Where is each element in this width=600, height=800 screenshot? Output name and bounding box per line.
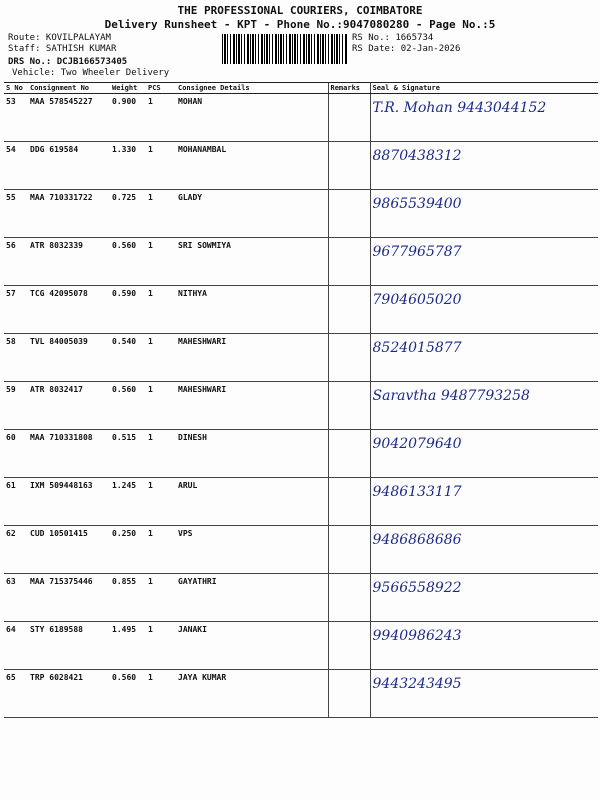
consignment-cell: TRP 6028421 bbox=[28, 670, 110, 718]
remarks-cell bbox=[328, 238, 370, 286]
pcs-cell: 1 bbox=[146, 526, 176, 574]
weight-cell: 0.560 bbox=[110, 238, 146, 286]
signature-cell: 9865539400 bbox=[370, 190, 598, 238]
table-row bbox=[4, 622, 598, 670]
pcs-cell: 1 bbox=[146, 478, 176, 526]
signature-cell: 8524015877 bbox=[370, 334, 598, 382]
table-row bbox=[4, 334, 598, 382]
vehicle-label: Vehicle: Two Wheeler Delivery bbox=[12, 68, 170, 78]
col-consignee: Consignee Details bbox=[176, 83, 328, 94]
col-remarks: Remarks bbox=[328, 83, 370, 94]
sno-cell: 60 bbox=[4, 430, 28, 478]
pcs-cell: 1 bbox=[146, 94, 176, 142]
drs-label: DRS No.: DCJB166573405 bbox=[8, 57, 128, 67]
table-row bbox=[4, 478, 598, 526]
pcs-cell: 1 bbox=[146, 142, 176, 190]
sno-cell: 65 bbox=[4, 670, 28, 718]
consignment-cell: ATR 8032339 bbox=[28, 238, 110, 286]
staff-label: Staff: SATHISH KUMAR bbox=[8, 44, 117, 54]
pcs-cell: 1 bbox=[146, 190, 176, 238]
signature-cell: 9042079640 bbox=[370, 430, 598, 478]
weight-cell: 0.560 bbox=[110, 382, 146, 430]
weight-cell: 0.725 bbox=[110, 190, 146, 238]
weight-cell: 1.495 bbox=[110, 622, 146, 670]
consignment-cell: MAA 578545227 bbox=[28, 94, 110, 142]
consignment-cell: TVL 84005039 bbox=[28, 334, 110, 382]
table-row bbox=[4, 670, 598, 718]
consignee-cell: MAHESHWARI bbox=[176, 382, 328, 430]
pcs-cell: 1 bbox=[146, 430, 176, 478]
table-row bbox=[4, 574, 598, 622]
consignee-cell: DINESH bbox=[176, 430, 328, 478]
sno-cell: 64 bbox=[4, 622, 28, 670]
remarks-cell bbox=[328, 142, 370, 190]
table-row bbox=[4, 286, 598, 334]
sno-cell: 57 bbox=[4, 286, 28, 334]
table-row bbox=[4, 526, 598, 574]
remarks-cell bbox=[328, 622, 370, 670]
col-consignment: Consignment No bbox=[28, 83, 110, 94]
signature-cell: 9677965787 bbox=[370, 238, 598, 286]
pcs-cell: 1 bbox=[146, 238, 176, 286]
signature-cell: T.R. Mohan 9443044152 bbox=[370, 94, 598, 142]
sno-cell: 63 bbox=[4, 574, 28, 622]
consignment-cell: STY 6189588 bbox=[28, 622, 110, 670]
consignee-cell: GLADY bbox=[176, 190, 328, 238]
pcs-cell: 1 bbox=[146, 286, 176, 334]
consignee-cell: SRI SOWMIYA bbox=[176, 238, 328, 286]
col-signature: Seal & Signature bbox=[370, 83, 598, 94]
consignee-cell: VPS bbox=[176, 526, 328, 574]
consignment-cell: ATR 8032417 bbox=[28, 382, 110, 430]
consignee-cell: MOHANAMBAL bbox=[176, 142, 328, 190]
col-weight: Weight bbox=[110, 83, 146, 94]
page-title: THE PROFESSIONAL COURIERS, COIMBATORE bbox=[177, 4, 423, 17]
consignee-cell: JAYA KUMAR bbox=[176, 670, 328, 718]
sno-cell: 56 bbox=[4, 238, 28, 286]
table-row bbox=[4, 430, 598, 478]
consignee-cell: MOHAN bbox=[176, 94, 328, 142]
consignment-cell: IXM 509448163 bbox=[28, 478, 110, 526]
table-row bbox=[4, 190, 598, 238]
rs-date-label: RS Date: 02-Jan-2026 bbox=[352, 44, 461, 54]
pcs-cell: 1 bbox=[146, 622, 176, 670]
remarks-cell bbox=[328, 670, 370, 718]
remarks-cell bbox=[328, 430, 370, 478]
consignee-cell: NITHYA bbox=[176, 286, 328, 334]
signature-cell: 8870438312 bbox=[370, 142, 598, 190]
signature-cell: 7904605020 bbox=[370, 286, 598, 334]
weight-cell: 1.245 bbox=[110, 478, 146, 526]
sno-cell: 53 bbox=[4, 94, 28, 142]
signature-cell: 9566558922 bbox=[370, 574, 598, 622]
pcs-cell: 1 bbox=[146, 334, 176, 382]
signature-cell: 9486133117 bbox=[370, 478, 598, 526]
remarks-cell bbox=[328, 94, 370, 142]
table-row bbox=[4, 142, 598, 190]
col-pcs: PCS bbox=[146, 83, 176, 94]
consignment-cell: MAA 715375446 bbox=[28, 574, 110, 622]
weight-cell: 0.250 bbox=[110, 526, 146, 574]
weight-cell: 0.855 bbox=[110, 574, 146, 622]
consignment-cell: DDG 619584 bbox=[28, 142, 110, 190]
signature-cell: 9486868686 bbox=[370, 526, 598, 574]
consignee-cell: JANAKI bbox=[176, 622, 328, 670]
weight-cell: 0.540 bbox=[110, 334, 146, 382]
table-row bbox=[4, 382, 598, 430]
sno-cell: 62 bbox=[4, 526, 28, 574]
weight-cell: 0.515 bbox=[110, 430, 146, 478]
sno-cell: 58 bbox=[4, 334, 28, 382]
signature-cell: 9940986243 bbox=[370, 622, 598, 670]
sno-cell: 54 bbox=[4, 142, 28, 190]
remarks-cell bbox=[328, 478, 370, 526]
table-header-row bbox=[4, 83, 598, 94]
table-row bbox=[4, 94, 598, 142]
table-row bbox=[4, 238, 598, 286]
consignment-cell: MAA 710331722 bbox=[28, 190, 110, 238]
remarks-cell bbox=[328, 286, 370, 334]
weight-cell: 0.590 bbox=[110, 286, 146, 334]
page-subtitle: Delivery Runsheet - KPT - Phone No.:9047080280 - Page No.:5 bbox=[104, 18, 496, 31]
col-sno: S No bbox=[4, 83, 28, 94]
consignee-cell: MAHESHWARI bbox=[176, 334, 328, 382]
rs-no-label: RS No.: 1665734 bbox=[352, 33, 434, 43]
consignment-cell: TCG 42095078 bbox=[28, 286, 110, 334]
remarks-cell bbox=[328, 334, 370, 382]
weight-cell: 0.900 bbox=[110, 94, 146, 142]
consignment-cell: CUD 10501415 bbox=[28, 526, 110, 574]
signature-cell: Saravtha 9487793258 bbox=[370, 382, 598, 430]
barcode bbox=[222, 34, 348, 64]
sno-cell: 55 bbox=[4, 190, 28, 238]
remarks-cell bbox=[328, 574, 370, 622]
pcs-cell: 1 bbox=[146, 382, 176, 430]
consignee-cell: ARUL bbox=[176, 478, 328, 526]
consignee-cell: GAYATHRI bbox=[176, 574, 328, 622]
weight-cell: 1.330 bbox=[110, 142, 146, 190]
consignment-cell: MAA 710331808 bbox=[28, 430, 110, 478]
remarks-cell bbox=[328, 382, 370, 430]
weight-cell: 0.560 bbox=[110, 670, 146, 718]
remarks-cell bbox=[328, 526, 370, 574]
signature-cell: 9443243495 bbox=[370, 670, 598, 718]
sno-cell: 61 bbox=[4, 478, 28, 526]
pcs-cell: 1 bbox=[146, 574, 176, 622]
sno-cell: 59 bbox=[4, 382, 28, 430]
remarks-cell bbox=[328, 190, 370, 238]
pcs-cell: 1 bbox=[146, 670, 176, 718]
runsheet-table bbox=[4, 82, 598, 718]
route-label: Route: KOVILPALAYAM bbox=[8, 33, 111, 43]
